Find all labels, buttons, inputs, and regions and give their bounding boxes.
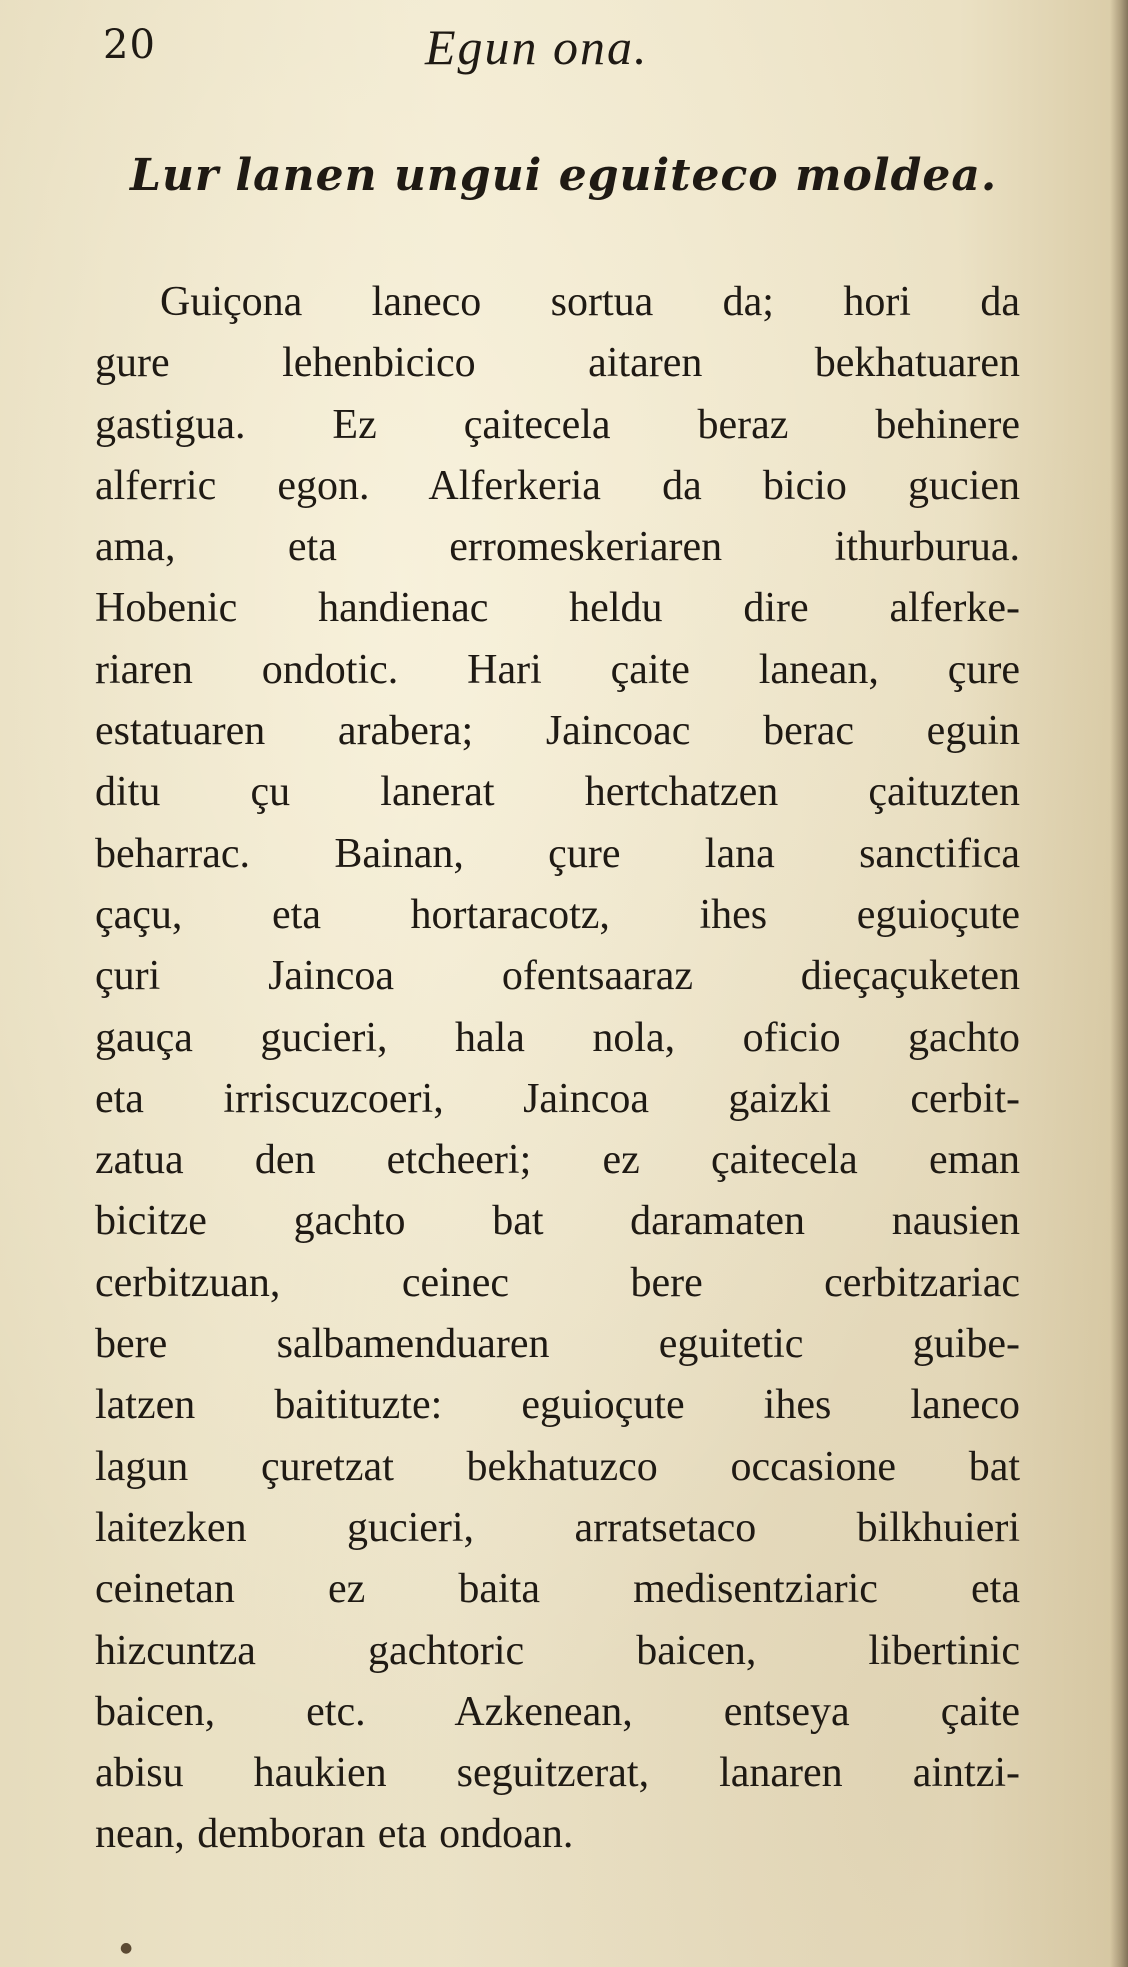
text-line: çuri Jaincoa ofentsaaraz dieçaçuketen (95, 953, 1020, 1000)
text-line: eta irriscuzcoeri, Jaincoa gaizki cerbit- (95, 1075, 1020, 1122)
text-line: gastigua. Ez çaitecela beraz behinere (95, 401, 1020, 448)
page-number: 20 (103, 22, 156, 68)
running-head: Egun ona. (425, 19, 649, 75)
text-line: Guiçona laneco sortua da; hori da (160, 279, 1020, 325)
text-line: çaçu, eta hortaracotz, ihes eguioçute (95, 891, 1020, 938)
text-line: baicen, etc. Azkenean, entseya çaite (95, 1688, 1020, 1735)
chapter-title: Lur lanen ungui eguiteco moldea. (130, 150, 998, 201)
text-line: estatuaren arabera; Jaincoac berac eguin (95, 708, 1020, 755)
text-line: cerbitzuan, ceinec bere cerbitzariac (95, 1259, 1020, 1306)
text-line: alferric egon. Alferkeria da bicio gucien (95, 462, 1020, 509)
text-line: hizcuntza gachtoric baicen, libertinic (95, 1627, 1020, 1674)
text-line: ditu çu lanerat hertchatzen çaituzten (95, 769, 1020, 816)
text-line: latzen baitituzte: eguioçute ihes laneco (95, 1382, 1020, 1429)
body-text (95, 272, 1020, 1866)
text-line: lagun çuretzat bekhatuzco occasione bat (95, 1443, 1020, 1490)
text-line: bicitze gachto bat daramaten nausien (95, 1198, 1020, 1245)
text-line: riaren ondotic. Hari çaite lanean, çure (95, 646, 1020, 693)
text-line: beharrac. Bainan, çure lana sanctifica (95, 830, 1020, 877)
text-line: ama, eta erromeskeriaren ithurburua. (95, 524, 1020, 571)
text-line: gauça gucieri, hala nola, oficio gachto (95, 1014, 1020, 1061)
text-line: Hobenic handienac heldu dire alferke- (95, 585, 1020, 632)
text-line: ceinetan ez baita medisentziaric eta (95, 1566, 1020, 1613)
text-line: nean, demboran eta ondoan. (95, 1811, 574, 1858)
text-line: laitezken gucieri, arratsetaco bilkhuieri (95, 1504, 1020, 1551)
text-line: zatua den etcheeri; ez çaitecela eman (95, 1137, 1020, 1184)
text-line: abisu haukien seguitzerat, lanaren aintzi- (95, 1750, 1020, 1797)
text-line: bere salbamenduaren eguitetic guibe- (95, 1321, 1020, 1368)
page-edge-shadow (1110, 0, 1128, 1967)
text-line: gure lehenbicico aitaren bekhatuaren (95, 340, 1020, 387)
printer-mark-icon: ● (120, 1940, 133, 1956)
